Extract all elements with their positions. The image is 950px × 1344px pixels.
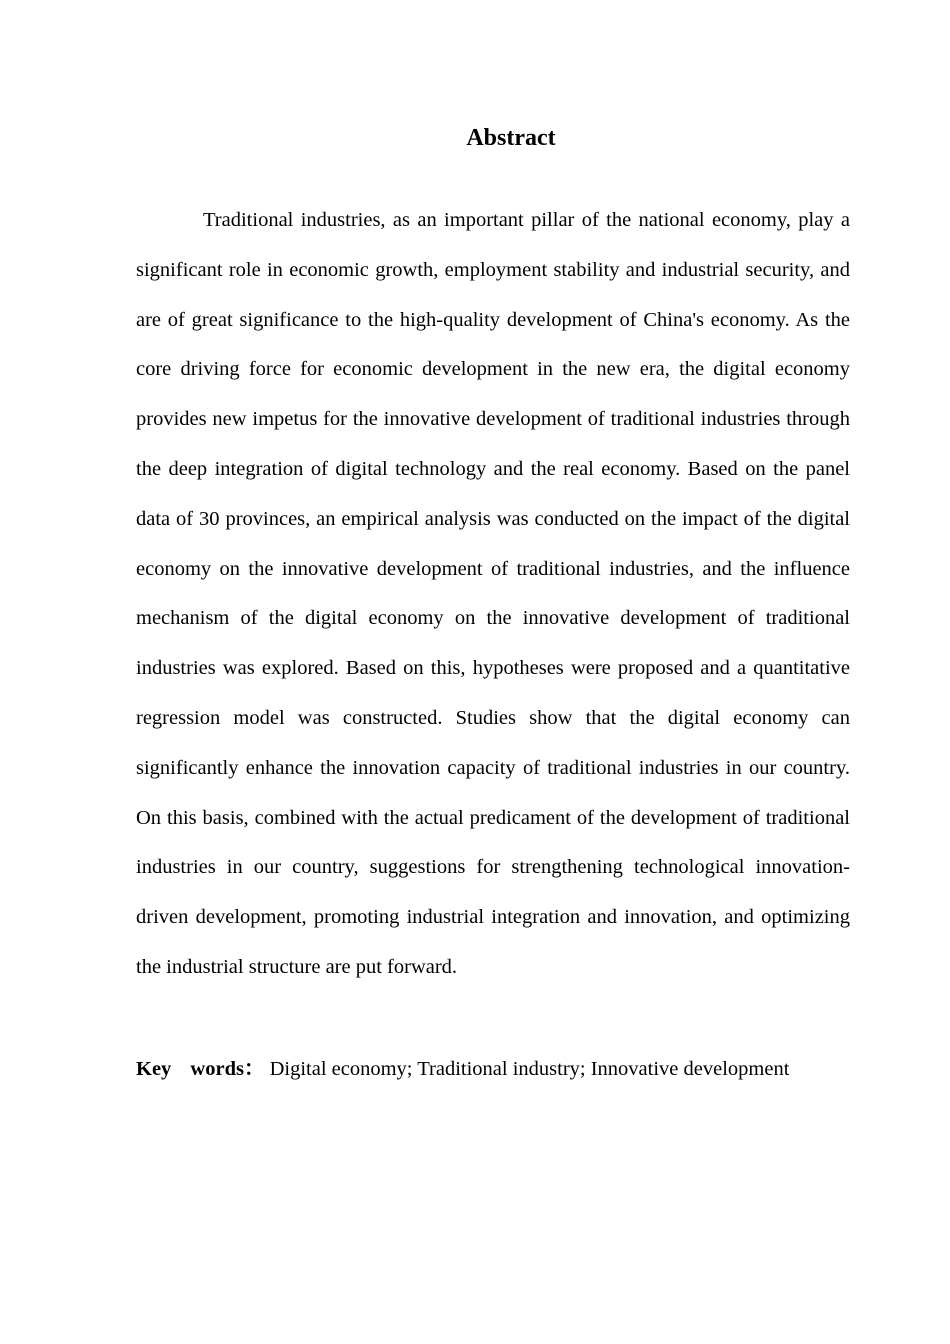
abstract-body: Traditional industries, as an important pillar of the national economy, play a significant role in economic growth, employment stability and industrial security, and are of great significance to the high-quality development of China's economy. As the core driving force for economic development in the new era, the digital economy provides new impetus for the innovative development of traditional industries through the deep integration of digital technology and the real economy. Based on the panel data of 30 provinces, an empirical analysis was conducted on the impact of the digital economy on the innovative development of traditional industries, and the influence mechanism of the digital economy on the innovative development of traditional industries was explored. Based on this, hypotheses were proposed and a quantitative regression model was constructed. Studies show that the digital economy can significantly enhance the innovation capacity of traditional industries in our country. On this basis, combined with the actual predicament of the development of traditional industries in our country, suggestions for strengthening technological innovation-driven development, promoting industrial integration and innovation, and optimizing the industrial structure are put forward. (136, 209, 850, 978)
abstract-title: Abstract (466, 125, 556, 151)
keywords-label: Key words： (136, 1057, 265, 1080)
keywords-paragraph (136, 1045, 850, 1095)
keywords-text: Digital economy; Traditional industry; Innovative development (269, 1057, 790, 1080)
document-page (136, 120, 850, 1115)
